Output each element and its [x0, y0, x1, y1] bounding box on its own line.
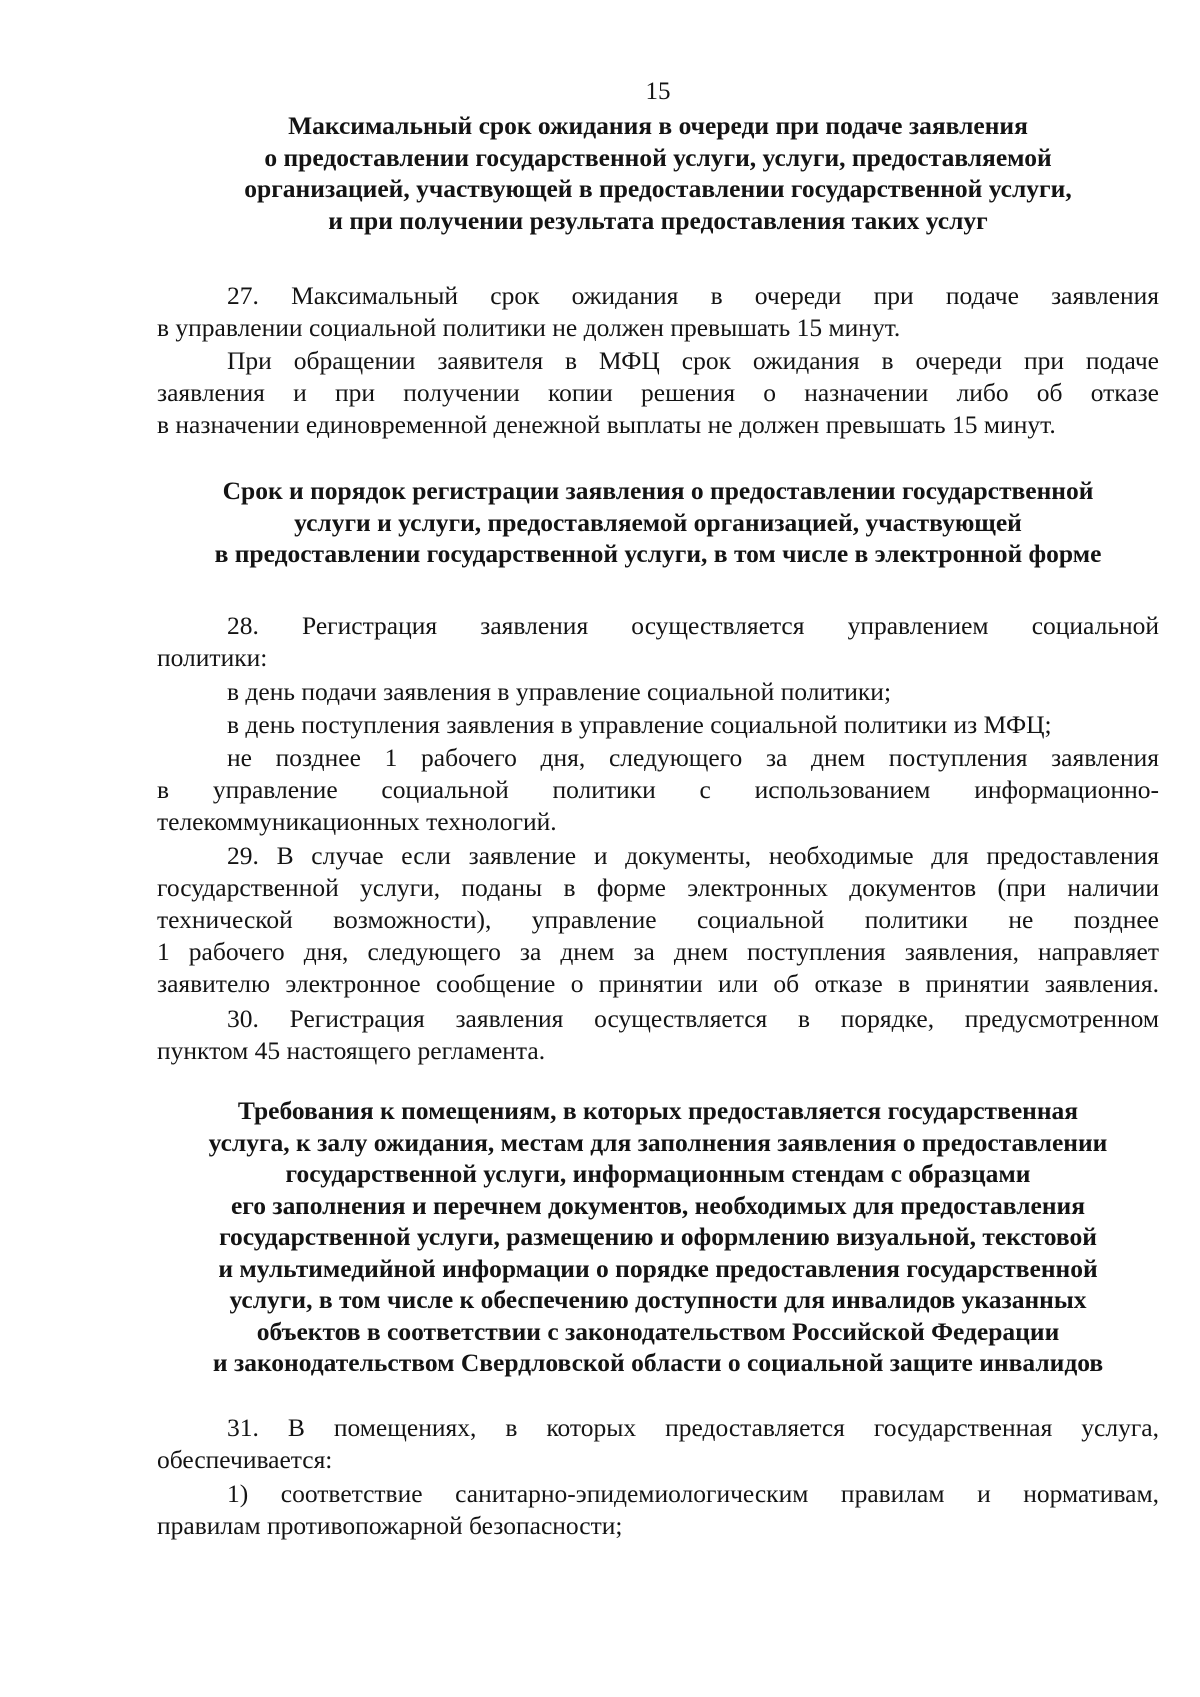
heading-line: о предоставлении государственной услуги, услуги, предоставляемой — [264, 142, 1052, 172]
text-line: политики: — [157, 643, 268, 672]
paragraph-28-item-2 — [157, 709, 1159, 741]
heading-line: в предоставлении государственной услуги, в том числе в электронной форме — [214, 539, 1102, 568]
paragraph-27-mfc — [157, 345, 1159, 441]
heading-line: государственной услуги, размещению и оформлению визуальной, текстовой — [219, 1222, 1097, 1251]
text-line: в день поступления заявления в управление социальной политики из МФЦ; — [227, 710, 1052, 739]
text-line: в день подачи заявления в управление социальной политики; — [227, 677, 892, 706]
text-line: в управлении социальной политики не должен превышать 15 минут. — [157, 313, 901, 342]
paragraph-28-item-3 — [157, 742, 1159, 838]
text-line: правилам противопожарной безопасности; — [157, 1511, 623, 1540]
text-line: в управление социальной политики с использованием информационно- — [157, 775, 1159, 804]
heading-line: услуги, в том числе к обеспечению доступности для инвалидов указанных — [229, 1285, 1087, 1314]
section-heading-premises-requirements — [157, 1095, 1159, 1379]
text-line: в назначении единовременной денежной выплаты не должен превышать 15 минут. — [157, 410, 1056, 439]
heading-line: Требования к помещениям, в которых предоставляется государственная — [237, 1096, 1079, 1125]
heading-line: объектов в соответствии с законодательством Российской Федерации — [256, 1316, 1060, 1346]
heading-line: Максимальный срок ожидания в очереди при подаче заявления — [288, 111, 1028, 140]
text-line: телекоммуникационных технологий. — [157, 807, 557, 836]
text-line: технической возможности), управление социальной политики не позднее — [157, 905, 1159, 934]
text-line: заявителю электронное сообщение о принятии или об отказе в принятии заявления. — [157, 969, 1159, 998]
text-line: 30. Регистрация заявления осуществляется в порядке, предусмотренном — [227, 1004, 1159, 1033]
text-line: 31. В помещениях, в которых предоставляется государственная услуга, — [227, 1413, 1159, 1442]
text-line: обеспечивается: — [157, 1445, 333, 1474]
page-number: 15 — [645, 78, 671, 105]
text-line: 1) соответствие санитарно-эпидемиологическим правилам и нормативам, — [227, 1479, 1159, 1508]
text-line: 1 рабочего дня, следующего за днем за днем поступления заявления, направляет — [157, 937, 1159, 966]
text-line: 28. Регистрация заявления осуществляется управлением социальной — [227, 611, 1159, 640]
text-line: 27. Максимальный срок ожидания в очереди при подаче заявления — [227, 281, 1159, 310]
paragraph-31 — [157, 1412, 1159, 1476]
text-line: заявления и при получении копии решения о назначении либо об отказе — [157, 378, 1159, 407]
paragraph-31-item-1 — [157, 1478, 1159, 1542]
heading-line: организацией, участвующей в предоставлении государственной услуги, — [244, 174, 1072, 203]
text-line: не позднее 1 рабочего дня, следующего за днем поступления заявления — [227, 743, 1159, 772]
heading-line: и при получении результата предоставления таких услуг — [328, 205, 988, 235]
section-heading-registration — [157, 475, 1159, 570]
document-page — [157, 0, 1159, 1697]
text-line: При обращении заявителя в МФЦ срок ожидания в очереди при подаче — [227, 346, 1159, 375]
heading-line: услуга, к залу ожидания, местам для заполнения заявления о предоставлении — [208, 1127, 1108, 1157]
heading-line: государственной услуги, информационным стендам с образцами — [285, 1159, 1031, 1188]
heading-line: услуги и услуги, предоставляемой организацией, участвующей — [294, 507, 1022, 537]
paragraph-27 — [157, 280, 1159, 344]
paragraph-28-item-1 — [157, 676, 1159, 708]
text-line: пунктом 45 настоящего регламента. — [157, 1036, 546, 1065]
paragraph-30 — [157, 1003, 1159, 1067]
heading-line: Срок и порядок регистрации заявления о предоставлении государственной — [222, 476, 1094, 505]
text-line: 29. В случае если заявление и документы, необходимые для предоставления — [227, 841, 1159, 870]
heading-line: его заполнения и перечнем документов, необходимых для предоставления — [230, 1190, 1086, 1220]
section-heading-waiting-time — [157, 110, 1159, 236]
paragraph-28 — [157, 610, 1159, 674]
heading-line: и законодательством Свердловской области о социальной защите инвалидов — [212, 1348, 1104, 1377]
heading-line: и мультимедийной информации о порядке предоставления государственной — [218, 1253, 1098, 1283]
text-line: государственной услуги, поданы в форме электронных документов (при наличии — [157, 873, 1159, 902]
paragraph-29 — [157, 840, 1159, 1000]
